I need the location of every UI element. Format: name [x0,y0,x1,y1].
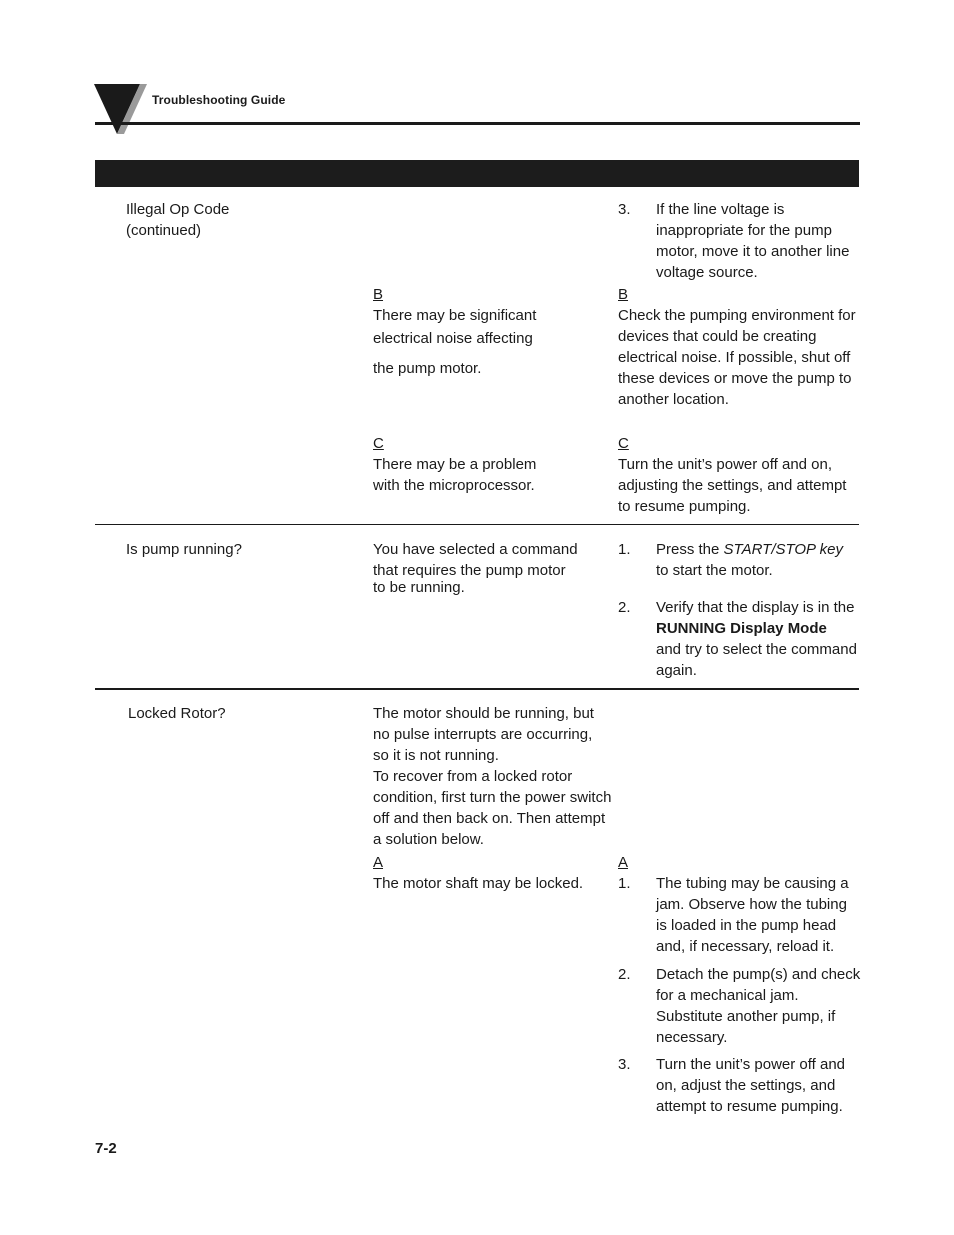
step-number: 3. [618,201,631,218]
header-title: Troubleshooting Guide [152,93,286,107]
running-display-mode-label: RUNNING Display Mode [656,620,827,637]
cause-letter-c: C [373,435,384,452]
step-number: 1. [618,541,631,558]
solution-a-step-3: Turn the unit’s power off and on, adjust the settings, and attempt to resume pumping. [656,1056,846,1115]
solution-step-2: Verify that the display is in the RUNNING Display Mode and try to select the command again. [656,599,857,679]
start-stop-key-label: START/STOP key [723,541,844,558]
solution-step-3: If the line voltage is inappropriate for the pump motor, move it to another line voltage source. [656,201,850,281]
solution-letter-c: C [618,435,629,452]
solution-a-step-2: Detach the pump(s) and check for a mechanical jam. Substitute another pump, if necessary. [656,966,861,1046]
cause-letter-b: B [373,286,384,303]
table-header-bar [95,160,859,187]
error-is-pump-running: Is pump running? [126,541,242,558]
cause-locked-rotor: The motor should be running, but no pulse interrupts are occurring, so it is not running. To recover from a locked rotor condition, first turn the power switch off and then back on. Then attempt a solution below. [373,705,612,848]
solution-b: Check the pumping environment for devices that could be creating electrical noise. If possible, shut off these devices or move the pump to another location. [618,307,856,408]
cause-a: The motor shaft may be locked. [373,875,584,892]
page-number: 7-2 [95,1140,117,1157]
solution-letter-b: B [618,286,629,303]
cause-b: There may be significant electrical noise affecting the pump motor. [373,307,537,377]
error-locked-rotor: Locked Rotor? [128,705,226,722]
step-number: 2. [618,599,631,616]
cause-c: There may be a problem with the microprocessor. [373,456,537,494]
error-illegal-op-code: Illegal Op Code (continued) [126,201,230,239]
step-number: 2. [618,966,631,983]
step-number: 3. [618,1056,631,1073]
solution-step-1: Press the START/STOP key to start the motor. [656,541,844,579]
row-divider [95,688,859,690]
section-marker-icon [94,84,150,136]
step-number: 1. [618,875,631,892]
cause-letter-a: A [373,854,384,871]
row-divider [95,524,859,525]
solution-a-step-1: The tubing may be causing a jam. Observe how the tubing is loaded in the pump head and, if necessary, reload it. [656,875,849,955]
solution-c: Turn the unit’s power off and on, adjusting the settings, and attempt to resume pumping. [618,456,847,515]
header-rule [95,122,860,125]
solution-letter-a: A [618,854,629,871]
cause-running: You have selected a command that requires the pump motor to be running. [373,541,578,596]
